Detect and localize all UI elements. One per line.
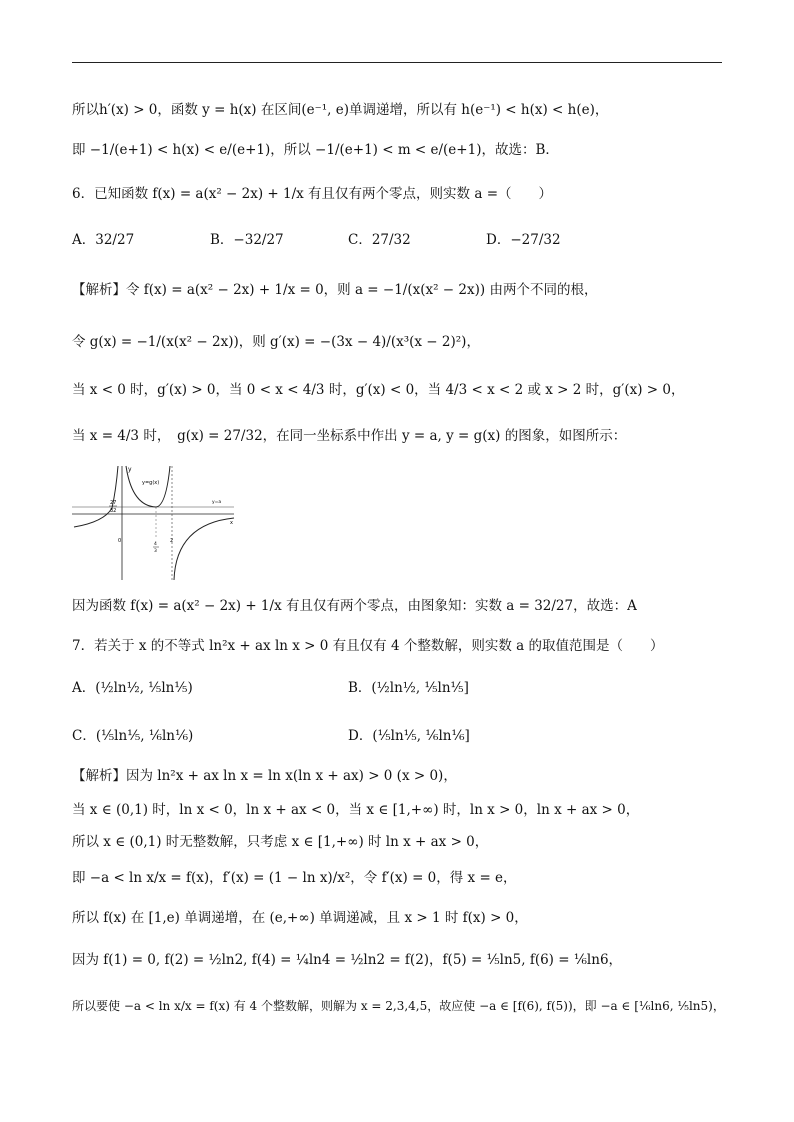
curve-label: y=g(x) — [142, 480, 160, 486]
line-label: y=a — [212, 500, 222, 505]
y-axis-label: y — [128, 466, 132, 473]
q7-solution-line-7: 所以要使 −a < ln x/x = f(x) 有 4 个整数解，则解为 x = 2,3,4,5，故应使 −a ∈ [f(6), f(5))，即 −a ∈ [⅙ln6, ⅕ln5)， — [72, 999, 725, 1013]
q7-option-c: C．(⅕ln⅕, ⅙ln⅙) — [72, 728, 194, 744]
curve-left-branch — [74, 466, 118, 527]
q6-solution-line-1: 【解析】令 f(x) = a(x² − 2x) + 1/x = 0，则 a = −1/(x(x² − 2x)) 由两个不同的根， — [72, 282, 598, 298]
curve-middle-branch — [126, 466, 170, 507]
text-line-2: 即 −1/(e+1) < h(x) < e/(e+1)，所以 −1/(e+1) < m < e/(e+1)，故选：B． — [72, 142, 559, 158]
q6-option-d: D．−27/32 — [486, 232, 561, 248]
q7-option-a: A．(½ln½, ⅕ln⅕) — [72, 680, 193, 696]
y-tick-numerator: 27 — [110, 500, 117, 506]
question-7-stem: 7．若关于 x 的不等式 ln²x + ax ln x > 0 有且仅有 4 个整数解，则实数 a 的取值范围是（ ） — [72, 638, 664, 654]
x-axis-label: x — [230, 520, 233, 526]
x-tick-2: 2 — [170, 538, 174, 544]
q6-conclusion: 因为函数 f(x) = a(x² − 2x) + 1/x 有且仅有两个零点，由图象知：实数 a = 32/27，故选：A — [72, 598, 637, 614]
y-tick-denominator: 32 — [110, 508, 117, 514]
q7-solution-line-3: 所以 x ∈ (0,1) 时无整数解，只考虑 x ∈ [1,+∞) 时 ln x + ax > 0， — [72, 834, 489, 850]
x-tick-denominator: 3 — [154, 549, 157, 554]
q7-solution-line-4: 即 −a < ln x/x = f(x)，f′(x) = (1 − ln x)/x²，令 f′(x) = 0，得 x = e， — [72, 870, 517, 886]
q6-option-b: B．−32/27 — [210, 232, 284, 248]
header-rule — [72, 62, 722, 63]
q7-solution-line-5: 所以 f(x) 在 [1,e) 单调递增，在 (e,+∞) 单调递减，且 x > 1 时 f(x) > 0， — [72, 910, 528, 926]
q7-solution-line-6: 因为 f(1) = 0, f(2) = ½ln2, f(4) = ¼ln4 = ½ln2 = f(2)，f(5) = ⅕ln5, f(6) = ⅙ln6， — [72, 952, 623, 968]
question-6-stem: 6．已知函数 f(x) = a(x² − 2x) + 1/x 有且仅有两个零点，则实数 a =（ ） — [72, 186, 553, 202]
origin-label: 0 — [118, 538, 122, 544]
q7-option-b: B．(½ln½, ⅕ln⅕] — [348, 680, 469, 696]
q6-solution-line-2: 令 g(x) = −1/(x(x² − 2x))，则 g′(x) = −(3x − 4)/(x³(x − 2)²)， — [72, 334, 480, 350]
q7-option-d: D．(⅕ln⅕, ⅙ln⅙] — [348, 728, 470, 744]
x-tick-numerator: 4 — [154, 542, 157, 547]
text-line-1: 所以h′(x) > 0，函数 y = h(x) 在区间(e⁻¹, e)单调递增，所以有 h(e⁻¹) < h(x) < h(e)， — [72, 102, 609, 118]
q6-option-a: A．32/27 — [72, 232, 135, 248]
function-graph — [70, 462, 238, 582]
q6-solution-line-3: 当 x < 0 时，g′(x) > 0，当 0 < x < 4/3 时，g′(x) < 0，当 4/3 < x < 2 或 x > 2 时，g′(x) > 0， — [72, 382, 685, 398]
q6-option-c: C．27/32 — [348, 232, 411, 248]
q7-solution-line-2: 当 x ∈ (0,1) 时，ln x < 0，ln x + ax < 0，当 x ∈ [1,+∞) 时，ln x > 0，ln x + ax > 0， — [72, 802, 640, 818]
curve-right-branch — [174, 518, 234, 580]
q6-solution-line-4: 当 x = 4/3 时， g(x) = 27/32，在同一坐标系中作出 y = a, y = g(x) 的图象，如图所示： — [72, 428, 627, 444]
q7-solution-line-1: 【解析】因为 ln²x + ax ln x = ln x(ln x + ax) > 0 (x > 0)， — [72, 768, 457, 784]
